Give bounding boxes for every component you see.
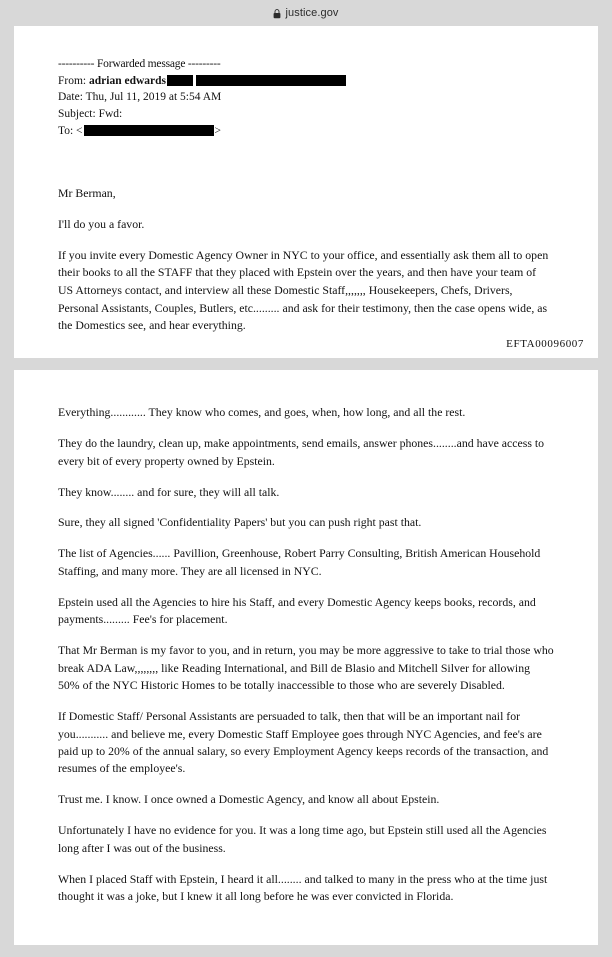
paragraph: If Domestic Staff/ Personal Assistants are persuaded to talk, then that will be an important nail for you........... and believe me, every Domestic Staff Employee goes through NYC Agencies, and fee's are paid up to 20% of the annual salary, so every Employment Agency keeps records of the transaction, and resumes of the employee's. — [58, 709, 549, 776]
redaction-bar — [167, 75, 193, 86]
site-domain: justice.gov — [285, 7, 339, 19]
date-value: Thu, Jul 11, 2019 at 5:54 AM — [85, 91, 222, 104]
lock-icon — [273, 9, 281, 19]
paragraph: Sure, they all signed 'Confidentiality Papers' but you can push right past that. — [58, 515, 422, 530]
date-line — [58, 89, 554, 106]
subject-line — [58, 106, 554, 123]
paragraph: Epstein used all the Agencies to hire his Staff, and every Domestic Agency keeps books, records, and payments......... Fee's for placement. — [58, 594, 536, 627]
redaction-bar — [84, 125, 214, 136]
paragraph: When I placed Staff with Epstein, I heard it all........ and talked to many in the press who at the time just thought it was a joke, but I knew it all long before he was ever convicted in Florida. — [58, 871, 548, 904]
paragraph: They know........ and for sure, they will all talk. — [58, 484, 280, 499]
redaction-bar — [196, 75, 346, 86]
bates-number: EFTA00096007 — [506, 338, 584, 351]
page-bottom-spacer — [58, 919, 554, 925]
paragraph: Trust me. I know. I once owned a Domestic Agency, and know all about Epstein. — [58, 792, 440, 807]
from-line — [58, 73, 554, 90]
date-label: Date: — [58, 91, 83, 104]
subject-value: Fwd: — [98, 108, 123, 121]
paragraph: Unfortunately I have no evidence for you. It was a long time ago, but Epstein still used all the Agencies long after I was out of the business. — [58, 823, 547, 855]
subject-label: Subject: — [58, 108, 96, 121]
document-page-1 — [14, 26, 598, 358]
paragraph: They do the laundry, clean up, make appointments, send emails, answer phones........and have access to every bit of every property owned by Epstein. — [58, 436, 545, 468]
document-page-2 — [14, 370, 598, 945]
paragraph: Mr Berman, — [58, 186, 116, 201]
paragraph: I'll do you a favor. — [58, 217, 145, 232]
from-label: From: — [58, 74, 87, 87]
email-body-page-1 — [58, 185, 554, 335]
to-line — [58, 123, 554, 140]
paragraph: That Mr Berman is my favor to you, and in return, you may be more aggressive to take to trial those who break ADA Law,,,,,,,, like Reading International, and Bill de Blasio and Mitchell Silver for allowing 50% of the NYC Historic Homes to be totally inaccessible to those who are severely Disabled. — [58, 643, 554, 693]
browser-address-bar[interactable] — [0, 0, 612, 26]
to-bracket-close: > — [214, 124, 222, 137]
from-name: adrian edwards — [89, 74, 166, 87]
email-header — [58, 56, 554, 139]
to-bracket-open: < — [76, 124, 83, 137]
email-body-page-2 — [58, 404, 554, 906]
to-label: To: — [58, 124, 74, 137]
paragraph: The list of Agencies...... Pavillion, Greenhouse, Robert Parry Consulting, British American Household Staffing, and many more. They are all licensed in NYC. — [58, 546, 541, 578]
paragraph: If you invite every Domestic Agency Owner in NYC to your office, and essentially ask them all to open their books to all the STAFF that they placed with Epstein over the years, and then have your team of US Attorneys contact, and interview all these Domestic Staff,,,,,,, Housekeepers, Chefs, Drivers, Personal Assistants, Couples, Butlers, etc......... and ask for their testimony, then the case opens wide, as the Domestics see, and hear everything. — [58, 247, 549, 333]
forwarded-message-separator: ---------- Forwarded message --------- — [58, 58, 221, 70]
paragraph: Everything............ They know who comes, and goes, when, how long, and all the rest. — [58, 405, 466, 420]
